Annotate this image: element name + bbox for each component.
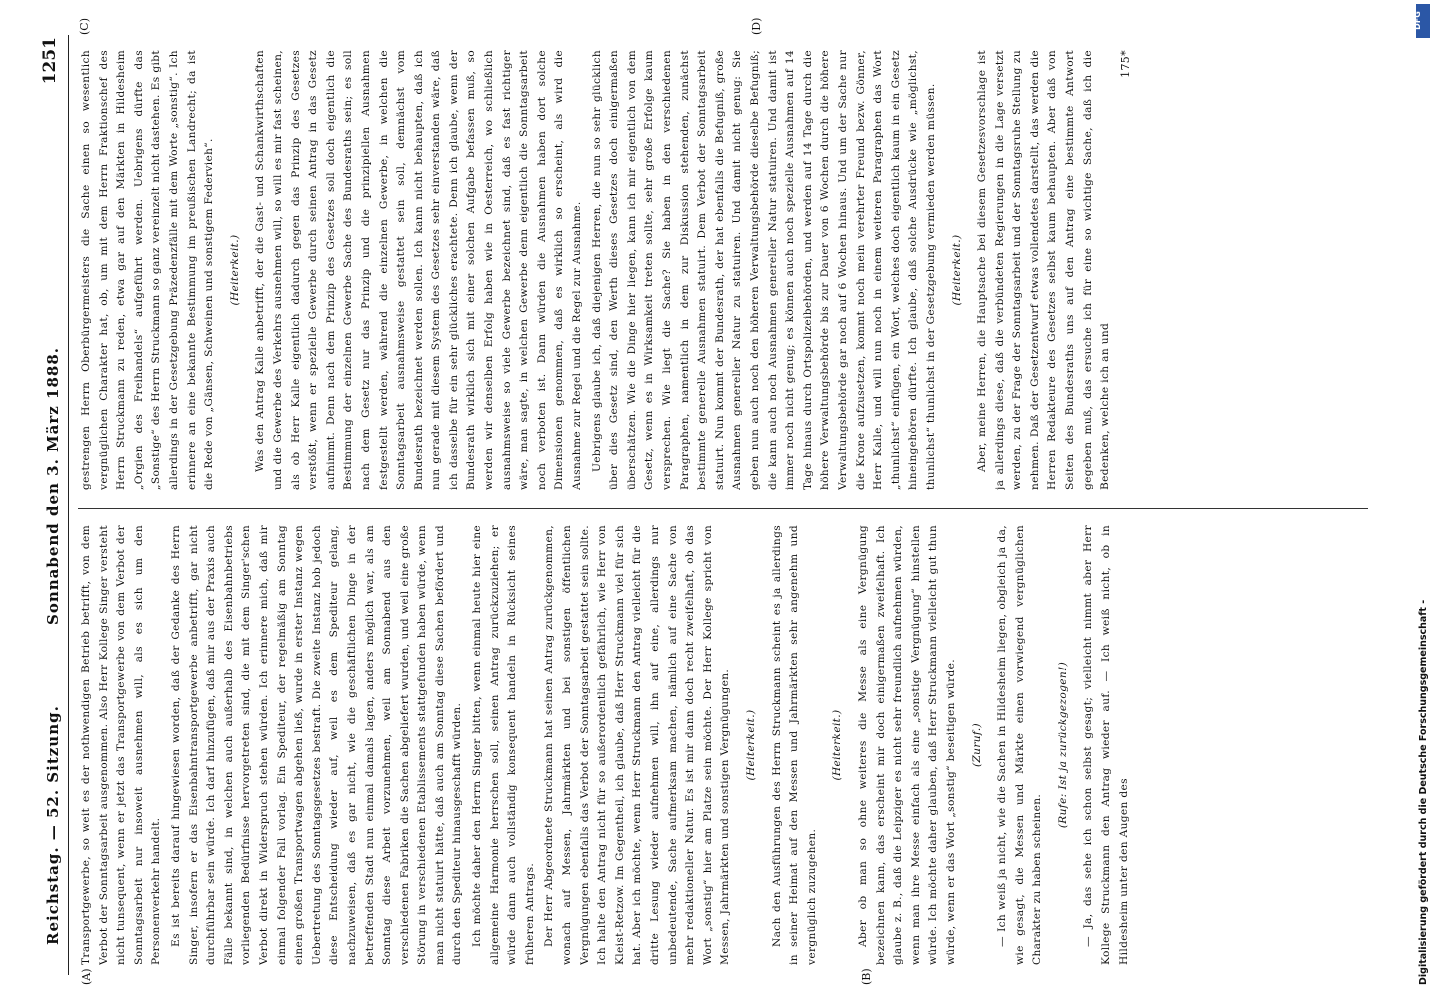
- dfg-logo: [1412, 4, 1430, 38]
- paragraph: Was den Antrag Kalle anbetrifft, der die Gast- und Schankwirthschaften und die Gewerbe des Verkehrs ausnehmen will, so will es mir fast scheinen, als ob Herr Kalle eigentlich dadurch gegen das Prinzip des Gesetzes verstößt, wenn er spezielle Gewerbe durch seinen Antrag in das Gesetz aufnimmt. Denn nach dem Prinzip des Gesetzes soll doch eigentlich die Bestimmung der einzelnen Gewerbe Sache des Bundesraths sein; es soll nach dem Gesetz nur das Prinzip und die prinzipiellen Ausnahmen festgestellt werden, während die einzelnen Gewerbe, in welchen die Sonntagsarbeit ausnahmsweise gestattet sein soll, demnächst vom Bundesrath bezeichnet werden sollen. Ich kann nicht behaupten, daß ich nun gerade mit diesem System des Gesetzes sehr einverstanden wäre, daß ich dasselbe für ein sehr glückliches erachtete. Denn ich glaube, wenn der Bundesrath wirklich sich mit einer solchen Aufgabe befassen muß, so werden wir denselben Erfolg haben wie in Oesterreich, wo schließlich ausnahmsweise so viele Gewerbe bezeichnet sind, daß es fast richtiger wäre, man sagte, in welchen Gewerbe denn eigentlich die Sonntagsarbeit noch verboten ist. Dann würden die Ausnahmen haben dort solche Dimensionen genommen, daß es wirklich so erscheint, als wird die Ausnahme zur Regel und die Regel zur Ausnahme.: [254, 50, 584, 490]
- margin-mark-a: (A): [80, 968, 93, 985]
- interjection: (Heiterkeit.): [744, 709, 757, 781]
- interjection: (Heiterkeit.): [228, 234, 241, 306]
- interjection: (Zuruf.): [970, 722, 983, 768]
- signature-mark: 175*: [1118, 50, 1132, 78]
- interjection: (Rufe: Ist ja zurückgezogen!): [1056, 661, 1069, 829]
- paragraph: Aber, meine Herren, die Hauptsache bei diesem Gesetzesvorschlage ist ja allerdings diese, daß die verbündeten Regierungen in die Lage versetzt werden, zu der Frage der Sonntagsarbeit und der Sonntagsruhe Stellung zu nehmen. Daß der Gesetzentwurf etwas vollendetes darstellt, das werden die Herren Redakteure des Gesetzes selbst kaum behaupten. Aber daß von Seiten des Bundesraths uns auf den Antrag eine bestimmte Antwort gegeben muß, das ersuche ich für eine so wichtige Sache, daß ich die Bedenken, welche ich an und: [976, 50, 1112, 490]
- paragraph: Ich möchte daher den Herrn Singer bitten, wenn einmal heute hier eine allgemeine Harmonie herrschen soll, seinen Antrag zurückzuziehen; er würde dann auch vollständig konsequent handeln in Rücksicht seines früheren Antrags.: [471, 525, 536, 965]
- page-header: [30, 25, 70, 985]
- digitization-credit: Digitalisierung gefördert durch die Deutsche Forschungsgemeinschaft -: [1418, 599, 1429, 985]
- paragraph: Der Herr Abgeordnete Struckmann hat seinen Antrag zurückgenommen, wonach auf Messen, Jahrmärkten und bei sonstigen öffentlichen Vergnügungen ebenfalls das Verbot der Sonntagsarbeit gestattet sein sollte. Ich halte den Antrag nicht für so außerordentlich gefährlich, wie Herr von Kleist-Retzow. Im Gegentheil, ich glaube, daß Herr Struckmann viel für sich hat. Aber ich möchte, wenn Herr Struckmann den Antrag vielleicht für die dritte Lesung wieder aufnehmen will, ihn auf eine, allerdings nur unbedeutende, Sache aufmerksam machen, nämlich auf eine Sache von mehr redaktioneller Natur. Es ist mir dann doch recht zweifelhaft, ob das Wort „sonstig“ hier am Platze sein möchte. Der Herr Kollege spricht von Messen, Jahrmärkten und sonstigen Vergnügungen.: [543, 525, 732, 965]
- paragraph: Transportgewerbe, so weit es der nothwendigen Betrieb betrifft, von dem Verbot der Sonntagsarbeit ausgenommen. Also Herr Kollege Singer versteht nicht tunsequent, wenn er jetzt das Transportgewerbe von dem Verbot der Sonntagsarbeit nur insoweit ausnehmen will, als es sich um den Personenverkehr handelt.: [80, 525, 163, 965]
- header-rule: [68, 35, 69, 975]
- header-session: Reichstag. — 52. Sitzung.: [44, 705, 62, 945]
- margin-mark-d: (D): [750, 17, 763, 35]
- margin-mark-b: (B): [860, 968, 873, 985]
- paragraph: Aber ob man so ohne weiteres die Messe als eine Vergnügung bezeichnen kann, das erscheint mir doch einigermaßen zweifelhaft. Ich glaube z. B., daß die Leipziger es nicht sehr freundlich aufnehmen würden, wenn man ihre Messe einfach als eine „sonstige Vergnügung“ hinstellen würde. Ich möchte daher glauben, daß Herr Struckmann vielleicht gut thun würde, wenn er das Wort „sonstig“ beseitigen würde.: [856, 525, 957, 965]
- page-number: 1251: [40, 37, 60, 85]
- left-column: [78, 525, 1378, 965]
- header-date: Sonnabend den 3. März 1888.: [44, 347, 62, 625]
- paragraph: — Ich weiß ja nicht, wie die Sachen in Hildesheim liegen, obgleich ja da, wie gesagt, die Messen und Märkte einen vorwiegend vergnüglichen Charakter zu haben scheinen.: [996, 525, 1044, 965]
- paragraph: — Ja, das sehe ich schon selbst gesagt; vielleicht nimmt aber Herr Kollege Struckmann den Antrag wieder auf. — Ich weiß nicht, ob in Hildesheim unter den Augen des: [1082, 525, 1130, 965]
- paragraph: Uebrigens glaube ich, daß diejenigen Herren, die nun so sehr glücklich über dies Gesetz sind, den Werth dieses Gesetzes doch einigermaßen überschätzen. Wie die Dinge hier liegen, kann ich mir eigentlich von dem Gesetz, wenn es in Wirksamkeit treten sollte, sehr große Erfolge kaum versprechen. Wie liegt die Sache? Sie haben in den verschiedenen Paragraphen, namentlich in dem zur Diskussion stehenden, zunächst bestimmte generelle Ausnahmen statuirt. Dem Verbot der Sonntagsarbeit statuirt. Nun kommt der Bundesrath, der hat ebenfalls die Befugniß, große Ausnahmen genereller Natur zu statuiren. Und damit nicht genug: Sie geben nun auch noch den höheren Verwaltungsbehörde dieselbe Befugniß; die kann auch noch Ausnahmen genereller Natur statuiren. Und damit ist immer noch nicht genug; es können auch noch spezielle Ausnahmen auf 14 Tage hinaus durch Ortspolizeibehörden, und werden auf 14 Tage durch die höhere Verwaltungsbehörde bis zur Dauer von 6 Wochen durch die höhere Verwaltungsbehörde gar noch auf 6 Wochen hinaus. Und um der Sache nur die Krone aufzusetzen, kommt noch mein verehrter Freund bezw. Gönner, Herr Kalle, und will nun noch in einem weiteren Paragraphen das Wort „thunlichst“ einfügen, ein Wort, welches doch eigentlich kaum in ein Gesetz hineingehören dürfte. Ich glaube, daß solche Ausdrücke wie „möglichst, thunlichst“ thunlichst in der Gesetzgebung vermieden werden müssen.: [590, 50, 937, 490]
- interjection: (Heiterkeit.): [950, 234, 963, 306]
- interjection: (Heiterkeit.): [831, 709, 844, 781]
- dfg-logo-text: DFG: [1412, 11, 1422, 30]
- newspaper-page: [30, 17, 1410, 985]
- margin-mark-c: (C): [78, 18, 91, 35]
- right-column: [78, 50, 1378, 490]
- paragraph: gestrengen Herrn Oberbürgermeisters die Sache einen so wesentlich vergnüglichen Charakter hat, ob, um mit dem Herrn Fraktionschef des Herrn Struckmann zu reden, etwa gar auf den Märkten in Hildesheim „Orgien des Freihandels“ aufgeführt werden. Uebrigens dürfte das „Sonstige“ des Herrn Struckmann so ganz vereinzelt nicht dastehen. Es gibt allerdings in der Gesetzgebung Präzedenzfälle mit dem Worte „sonstig“. Ich erinnere an eine bekannte Bestimmung im preußischen Landrecht; da ist die Rede von „Gänsen, Schweinen und sonstigem Federvieh“.: [80, 50, 216, 490]
- paragraph: Nach den Ausführungen des Herrn Struckmann scheint es ja allerdings in seiner Heimat auf den Messen und Jahrmärkten sehr angenehm und vergnüglich zuzugehen.: [770, 525, 818, 965]
- paragraph: Es ist bereits darauf hingewiesen worden, daß der Gedanke des Herrn Singer, insofern er das Eisenbahntransportgewerbe anbetrifft, gar nicht durchführbar sein würde. Ich darf hinzufügen, daß mir aus der Praxis auch Fälle bekannt sind, in welchen auch außerhalb des Eisenbahnbetriebs vorliegenden Bedürfnisse hervorgetreten sind, die mit dem Singer'schen Verbot direkt in Widerspruch stehen würden. Ich erinnere mich, daß mir einmal folgender Fall vorlag. Ein Spediteur, der regelmäßig am Sonntag einen großen Transportwagen abgehen ließ, wurde in erster Instanz wegen Uebertretung des Sonntagsgesetzes bestraft. Die zweite Instanz hob jedoch diese Entscheidung wieder auf, weil es dem Spediteur gelang, nachzuweisen, daß es gar nicht, wie die geschäftlichen Dinge in der betreffenden Stadt nun einmal damals lagen, anders möglich war, als am Sonntag diese Arbeit vorzunehmen, weil am Sonnabend aus den verschiedenen Fabriken die Sachen abgeliefert wurden, und weil eine große Störung in verschiedenen Etablissements stattgefunden haben würde, wenn man nicht statuirt hätte, daß auch am Sonntag diese Sachen befördert und durch den Spediteur hinausgeschafft würden.: [169, 525, 464, 965]
- column-divider: [78, 508, 1368, 509]
